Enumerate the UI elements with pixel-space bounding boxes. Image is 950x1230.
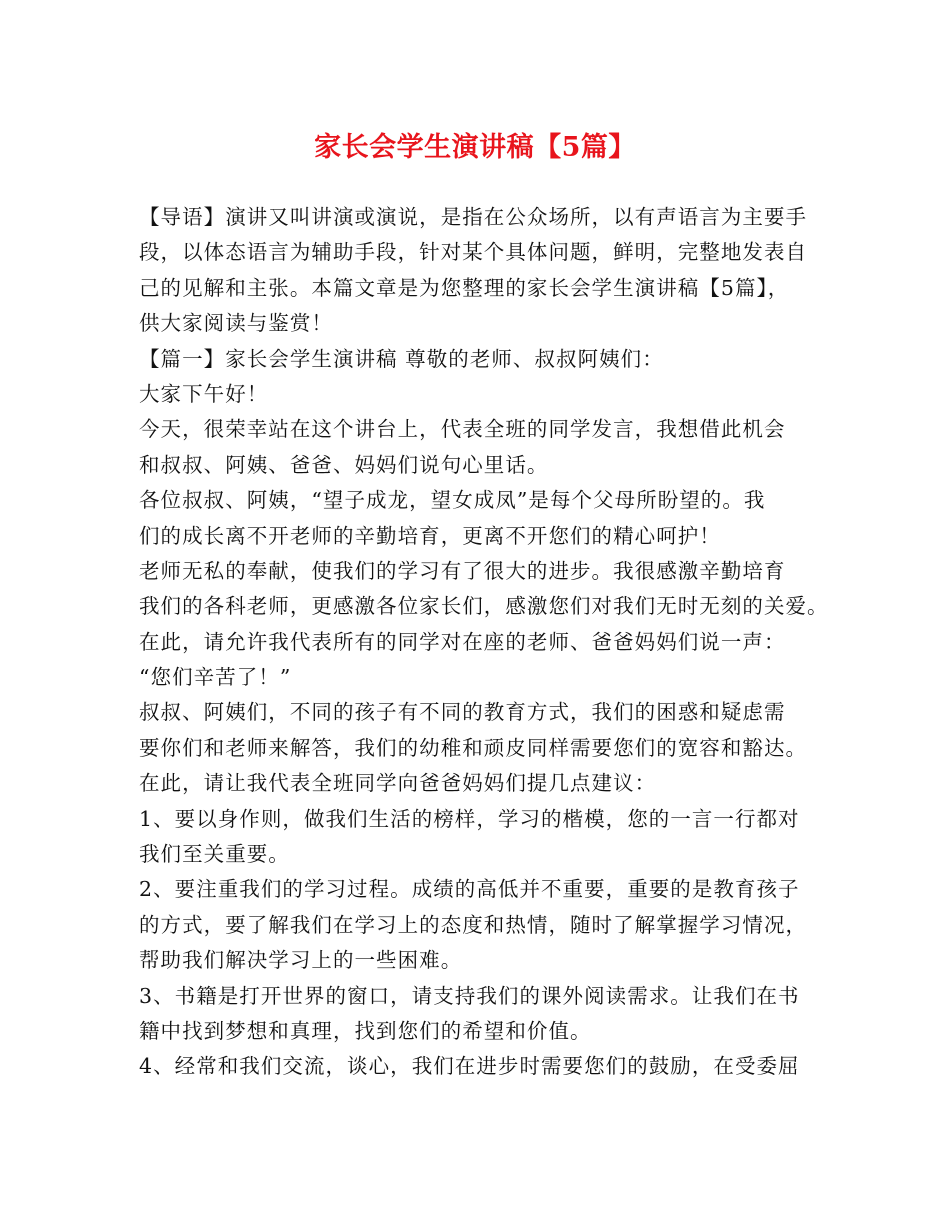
body-line: 己的见解和主张。本篇文章是为您整理的家长会学生演讲稿【5篇】， bbox=[139, 275, 790, 300]
body-line: 【导语】演讲又叫讲演或演说，是指在公众场所，以有声语言为主要手 bbox=[139, 205, 808, 229]
body-line: 我们的各科老师，更感激各位家长们，感激您们对我们无时无刻的关爱。 bbox=[139, 594, 829, 619]
body-line: 各位叔叔、阿姨，“望子成龙，望女成凤”是每个父母所盼望的。我 bbox=[139, 488, 766, 513]
body-line: 们的成长离不开老师的辛勤培育，更离不开您们的精心呵护！ bbox=[139, 523, 721, 548]
body-line: 和叔叔、阿姨、爸爸、妈妈们说句心里话。 bbox=[139, 452, 549, 477]
list-item-line: 3、书籍是打开世界的窗口，请支持我们的课外阅读需求。让我们在书 bbox=[139, 983, 800, 1008]
list-item-line: 帮助我们解决学习上的一些困难。 bbox=[139, 948, 463, 973]
document-body bbox=[139, 200, 839, 1085]
body-line: 叔叔、阿姨们，不同的孩子有不同的教育方式，我们的困惑和疑虑需 bbox=[139, 700, 786, 725]
body-line: “您们辛苦了！” bbox=[139, 665, 292, 690]
list-item-line: 4、经常和我们交流，谈心，我们在进步时需要您们的鼓励，在受委屈 bbox=[139, 1054, 800, 1079]
list-item-line: 籍中找到梦想和真理，找到您们的希望和价值。 bbox=[139, 1018, 592, 1043]
body-line: 在此，请允许我代表所有的同学对在座的老师、爸爸妈妈们说一声： bbox=[139, 629, 786, 654]
body-line: 老师无私的奉献，使我们的学习有了很大的进步。我很感激辛勤培育 bbox=[139, 558, 786, 583]
list-item-line: 2、要注重我们的学习过程。成绩的高低并不重要，重要的是教育孩子 bbox=[139, 877, 800, 902]
body-line: 供大家阅读与鉴赏！ bbox=[139, 311, 333, 336]
list-item-line: 的方式，要了解我们在学习上的态度和热情，随时了解掌握学习情况， bbox=[139, 912, 808, 937]
body-line: 今天，很荣幸站在这个讲台上，代表全班的同学发言，我想借此机会 bbox=[139, 417, 786, 442]
body-line: 段，以体态语言为辅助手段，针对某个具体问题，鲜明，完整地发表自 bbox=[139, 240, 808, 265]
list-item-line: 1、要以身作则，做我们生活的榜样，学习的楷模，您的一言一行都对 bbox=[139, 806, 800, 831]
body-line: 在此，请让我代表全班同学向爸爸妈妈们提几点建议： bbox=[139, 771, 657, 796]
document-title: 家长会学生演讲稿【5篇】 bbox=[314, 132, 636, 163]
section-heading-line: 【篇一】家长会学生演讲稿 尊敬的老师、叔叔阿姨们： bbox=[139, 346, 664, 371]
body-line: 大家下午好！ bbox=[139, 381, 269, 406]
body-line: 要你们和老师来解答，我们的幼稚和顽皮同样需要您们的宽容和豁达。 bbox=[139, 735, 808, 760]
list-item-line: 我们至关重要。 bbox=[139, 842, 290, 867]
